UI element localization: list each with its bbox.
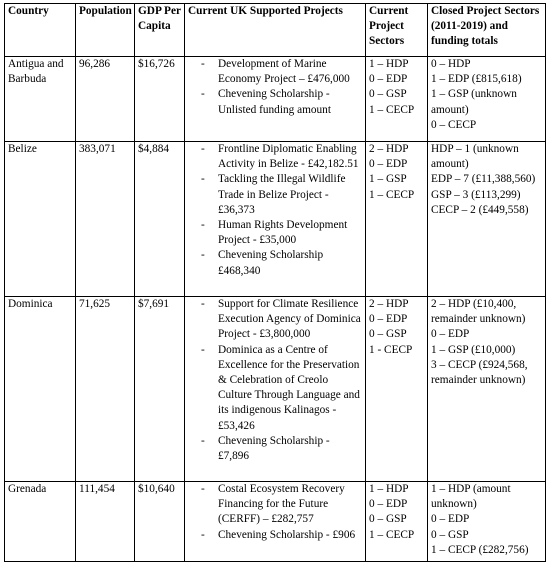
- project-list: [188, 142, 363, 279]
- project-list: [188, 57, 363, 118]
- closed-sector-entry: 2 – HDP (£10,400, remainder unknown): [431, 298, 526, 326]
- project-item: - Frontline Diplomatic Enabling Activity in Belize - £42,182.51: [201, 142, 363, 172]
- closed-sector-entry: 3 – CECP (£924,568, remainder unknown): [431, 358, 528, 387]
- country-name: Belize: [8, 143, 37, 155]
- population-cell: [76, 482, 135, 562]
- project-item: - Dominica as a Centre of Excellence for the Preservation & Celebration of Creolo Culture Through Language and its indigenous Kalinagos - £53,426: [201, 343, 363, 434]
- sector-line: 1 – HDP: [369, 483, 409, 495]
- header-country: Country: [5, 4, 76, 57]
- closed-sectors-cell: [428, 57, 546, 142]
- closed-sector-entry: 1 – EDP (£815,618): [431, 73, 522, 86]
- project-item: - Costal Ecosystem Recovery Financing for the Future (CERFF) – £282,757: [201, 482, 363, 528]
- current-sectors-cell: [366, 297, 428, 482]
- gdp-value: $4,884: [138, 143, 170, 155]
- closed-sector-entry: HDP – 1 (unknown amount): [431, 143, 519, 171]
- project-item: - Chevening Scholarship - £906: [201, 528, 363, 543]
- sector-line: 0 – EDP: [369, 73, 408, 86]
- sector-line: 0 – EDP: [369, 313, 408, 326]
- table-row: [5, 57, 546, 142]
- population-cell: [76, 142, 135, 297]
- closed-sector-entry: 0 – CECP: [431, 118, 477, 131]
- closed-sector-entry: EDP – 7 (£11,388,560): [431, 173, 536, 186]
- closed-sector-entry: 0 – EDP: [431, 513, 470, 526]
- project-list: [188, 482, 363, 543]
- projects-cell: [185, 57, 366, 142]
- population-value: 111,454: [79, 483, 115, 495]
- closed-sector-entry: 1 – GSP (£10,000): [431, 343, 516, 356]
- sector-line: 1 – CECP: [369, 103, 415, 116]
- table-row: [5, 142, 546, 297]
- country-name: Antigua and Barbuda: [8, 58, 64, 86]
- country-cell: [5, 482, 76, 562]
- header-current-projects: Current UK Supported Projects: [185, 4, 366, 57]
- closed-sector-entry: GSP – 3 (£113,299): [431, 188, 521, 201]
- sector-line: 0 – GSP: [369, 88, 407, 101]
- header-current-project-sectors: Current Project Sectors: [366, 4, 428, 57]
- project-item: - Chevening Scholarship - Unlisted funding amount: [201, 87, 363, 117]
- closed-sector-entry: 1 – GSP (unknown amount): [431, 88, 517, 116]
- project-item: - Chevening Scholarship - £7,896: [201, 434, 363, 464]
- table-row: [5, 482, 546, 562]
- sector-line: 0 – EDP: [369, 158, 408, 171]
- sector-line: 1 – HDP: [369, 58, 409, 70]
- closed-sectors-cell: [428, 482, 546, 562]
- gdp-value: $10,640: [138, 483, 175, 495]
- country-cell: [5, 57, 76, 142]
- sector-line: 0 – EDP: [369, 498, 408, 511]
- project-item: - Development of Marine Economy Project – £476,000: [201, 57, 363, 87]
- projects-cell: [185, 297, 366, 482]
- population-cell: [76, 297, 135, 482]
- closed-sector-entry: 0 – GSP: [431, 528, 469, 541]
- closed-sector-entry: 0 – HDP: [431, 58, 471, 70]
- country-cell: [5, 297, 76, 482]
- header-closed-project-sectors: Closed Project Sectors (2011-2019) and funding totals: [428, 4, 546, 57]
- sector-line: 0 – GSP: [369, 328, 407, 341]
- gdp-value: $7,691: [138, 298, 170, 310]
- sector-line: 1 - CECP: [369, 343, 413, 356]
- closed-sector-entry: 0 – EDP: [431, 328, 470, 341]
- country-projects-table: [4, 3, 546, 562]
- project-item: - Human Rights Development Project - £35,000: [201, 218, 363, 248]
- country-name: Grenada: [8, 483, 47, 495]
- population-value: 96,286: [79, 58, 111, 70]
- current-sectors-cell: [366, 57, 428, 142]
- sector-line: 0 – GSP: [369, 513, 407, 526]
- sector-line: 2 – HDP: [369, 298, 409, 310]
- project-item: - Chevening Scholarship £468,340: [201, 248, 363, 278]
- current-sectors-cell: [366, 482, 428, 562]
- population-cell: [76, 57, 135, 142]
- closed-sector-entry: 1 – HDP (amount unknown): [431, 483, 511, 511]
- current-sectors-cell: [366, 142, 428, 297]
- closed-sectors-cell: [428, 142, 546, 297]
- population-value: 383,071: [79, 143, 116, 155]
- gdp-cell: [135, 142, 185, 297]
- sector-line: 1 – GSP: [369, 173, 407, 186]
- header-gdp-per-capita: GDP Per Capita: [135, 4, 185, 57]
- gdp-cell: [135, 297, 185, 482]
- sector-line: 1 – CECP: [369, 528, 415, 541]
- closed-sector-entry: CECP – 2 (£449,558): [431, 203, 529, 216]
- project-item: - Support for Climate Resilience Execution Agency of Dominica Project - £3,800,000: [201, 297, 363, 343]
- table-row: [5, 297, 546, 482]
- gdp-cell: [135, 57, 185, 142]
- projects-cell: [185, 482, 366, 562]
- project-item: - Tackling the Illegal Wildlife Trade in Belize Project - £36,373: [201, 172, 363, 218]
- closed-sectors-cell: [428, 297, 546, 482]
- country-cell: [5, 142, 76, 297]
- gdp-value: $16,726: [138, 58, 175, 70]
- projects-cell: [185, 142, 366, 297]
- closed-sector-entry: 1 – CECP (£282,756): [431, 543, 529, 556]
- sector-line: 2 – HDP: [369, 143, 409, 155]
- header-row: [5, 4, 546, 57]
- header-population: Population: [76, 4, 135, 57]
- population-value: 71,625: [79, 298, 111, 310]
- country-name: Dominica: [8, 298, 53, 310]
- project-list: [188, 297, 363, 464]
- sector-line: 1 – CECP: [369, 188, 415, 201]
- gdp-cell: [135, 482, 185, 562]
